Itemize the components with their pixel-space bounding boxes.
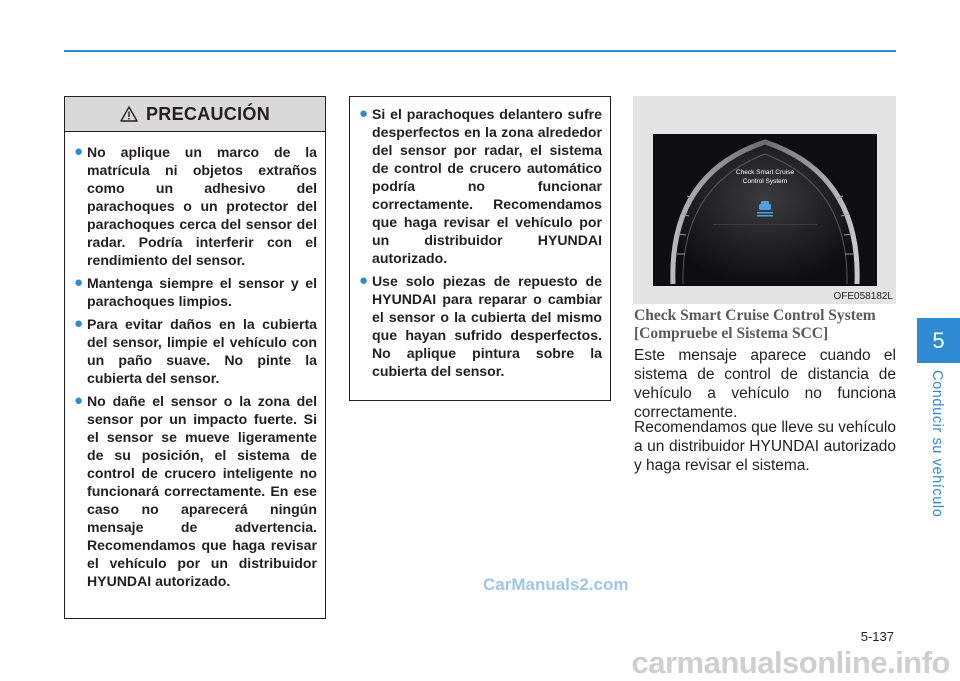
bullet-icon: ● xyxy=(359,105,369,122)
watermark: CarManuals2.com xyxy=(483,575,629,594)
caution-header xyxy=(65,97,325,132)
screen-line-2: Control System xyxy=(742,178,788,185)
body-paragraph: Este mensaje aparece cuando el sistema de control de distancia de vehículo a vehículo no funciona correctamente. xyxy=(634,347,896,421)
caution-item: ● No aplique un marco de la matrícula ni objetos extraños como un adhesivo del parachoques o un protector del parachoques cerca del sensor del radar. Podría interferir con el rendimiento del sensor. xyxy=(74,143,317,268)
caution-title: PRECAUCIÓN xyxy=(145,103,270,124)
screen-line-1: Check Smart Cruise xyxy=(735,169,795,176)
bullet-icon: ● xyxy=(74,274,84,291)
caution-item: ● No dañe el sensor o la zona del sensor por un impacto fuerte. Si el sensor se mueve ligeramente de su posición, el sistema de control de crucero inteligente no funcionará correctamente. En ese caso no aparecerá ningún mensaje de advertencia. Recomendamos que haga revisar el vehículo por un distribuidor HYUNDAI autorizado. xyxy=(74,392,317,589)
bullet-icon: ● xyxy=(74,143,84,160)
bullet-icon: ● xyxy=(359,272,369,289)
caution-item: ● Para evitar daños en la cubierta del sensor, limpie el vehículo con un paño suave. No pinte la cubierta del sensor. xyxy=(74,315,317,386)
chapter-label: Conducir su vehículo xyxy=(929,370,945,518)
watermark: carmanualsonline.info xyxy=(631,645,950,680)
caution-continued-box xyxy=(349,96,611,401)
caution-list xyxy=(65,132,325,590)
top-rule xyxy=(64,50,896,52)
caution-continued-list xyxy=(350,105,602,380)
body-paragraph: Recomendamos que lleve su vehículo a un distribuidor HYUNDAI autorizado y haga revisar el sistema. xyxy=(634,419,896,474)
chapter-tab: 5 xyxy=(917,318,960,363)
caution-box xyxy=(64,96,326,619)
cluster-figure xyxy=(633,96,896,304)
cluster-display xyxy=(653,134,877,286)
bullet-icon: ● xyxy=(74,392,84,409)
warning-triangle-icon xyxy=(120,106,138,122)
caution-item: ● Si el parachoques delantero sufre desperfectos en la zona alrededor del sensor por radar, el sistema de control de crucero automático podría no funcionar correctamente. Recomendamos que haga revisar el vehículo por un distribuidor HYUNDAI autorizado. xyxy=(359,105,602,266)
caution-item: ● Mantenga siempre el sensor y el parachoques limpios. xyxy=(74,274,317,309)
page-number: 5-137 xyxy=(860,629,894,644)
bullet-icon: ● xyxy=(74,315,84,332)
figure-code: OFE058182L xyxy=(833,291,893,302)
caution-item: ● Use solo piezas de repuesto de HYUNDAI para reparar o cambiar el sensor o la cubierta del mismo que hayan sufrido desperfectos. No aplique pintura sobre la cubierta del sensor. xyxy=(359,272,602,379)
section-title: Check Smart Cruise Control System [Compruebe el Sistema SCC] xyxy=(634,307,876,342)
